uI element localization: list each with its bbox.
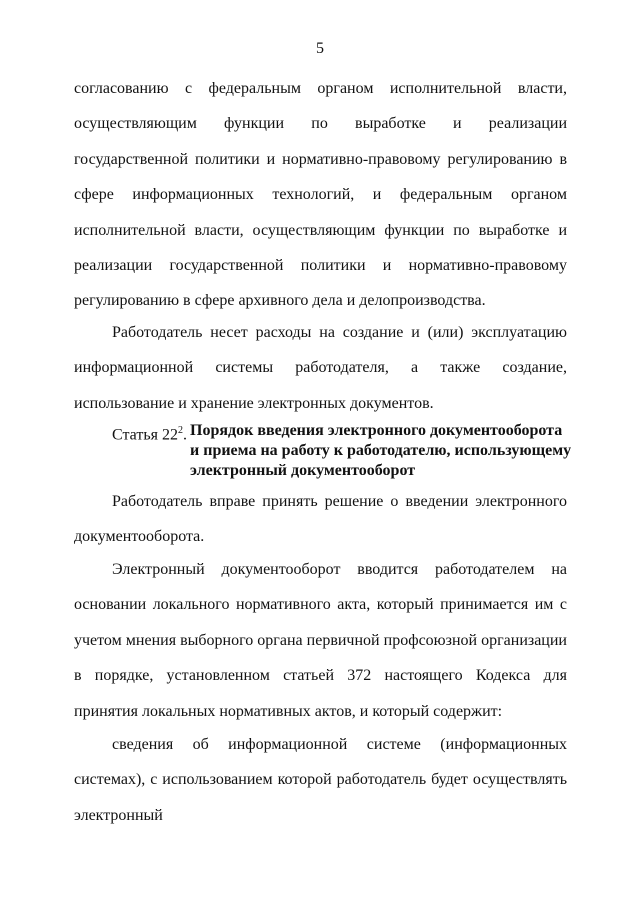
paragraph-continuation: согласованию с федеральным органом исполнительной власти, осуществляющим функции по выработке и реализации государственной политики и нормативно-правовому регулированию в сфере информационных технологий, и федеральным органом исполнительной власти, осуществляющим функции по выработке и реализации государственной политики и нормативно-правовому регулированию в сфере архивного дела и делопроизводства. bbox=[74, 80, 567, 310]
paragraph-decision: Работодатель вправе принять решение о введении электронного документооборота. bbox=[74, 493, 567, 546]
article-title-line-1: Порядок введения электронного документооборота bbox=[190, 422, 563, 439]
article-number-label: Статья 22 bbox=[112, 426, 178, 444]
paragraph-introduction-basis: Электронный документооборот вводится работодателем на основании локального нормативного акта, который принимается им с учетом мнения выборного органа первичной профсоюзной организации в порядке, установленном статьей 372 настоящего Кодекса для принятия локальных нормативных актов, и который содержит: bbox=[74, 561, 567, 720]
paragraph-employer-expenses: Работодатель несет расходы на создание и (или) эксплуатацию информационной системы работодателя, а также создание, использование и хранение электронных документов. bbox=[74, 324, 567, 412]
article-number: Статья $22^2$. bbox=[112, 425, 187, 444]
page-number: 5 bbox=[316, 40, 324, 57]
article-title-line-2: и приема на работу к работодателю, использующему bbox=[190, 442, 572, 459]
article-number-superscript: 2 bbox=[177, 425, 183, 436]
article-title bbox=[190, 421, 571, 481]
paragraph-information-system: сведения об информационной системе (информационных системах), с использованием которой работодатель будет осуществлять электронный bbox=[74, 736, 567, 824]
article-heading bbox=[112, 421, 571, 481]
article-title-line-3: электронный документооборот bbox=[190, 462, 416, 479]
